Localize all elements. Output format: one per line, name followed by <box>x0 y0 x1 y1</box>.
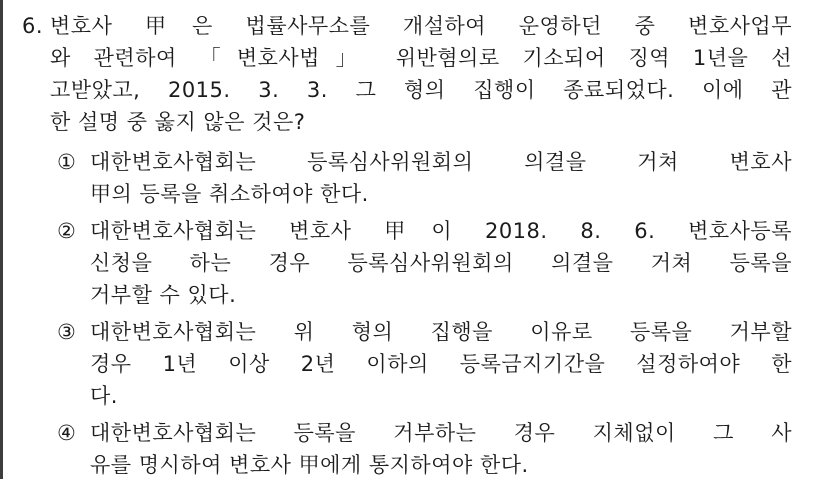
option-line: 다. <box>90 384 118 408</box>
question-text <box>50 10 792 138</box>
option-marker-3: ③ <box>57 320 76 344</box>
option-line: 신청을 하는 경우 등록심사위원회의 의결을 거쳐 등록을 <box>90 251 792 275</box>
option-text-2 <box>90 215 792 311</box>
question-number: 6. <box>22 14 44 38</box>
option-line: 유를 명시하여 변호사 甲에게 통지하여야 한다. <box>90 453 529 477</box>
option-marker-1: ① <box>57 150 76 174</box>
option-text-4 <box>90 417 792 479</box>
option-line: 대한변호사협회는 위 형의 집행을 이유로 등록을 거부할 <box>90 320 792 344</box>
option-item-1 <box>22 146 792 210</box>
option-marker-4: ④ <box>57 421 76 445</box>
option-text-3 <box>90 316 792 412</box>
question-line: 와 관련하여 「변호사법」 위반혐의로 기소되어 징역 1년을 선 <box>50 46 792 70</box>
question-line: 변호사 甲은 법률사무소를 개설하여 운영하던 중 변호사업무 <box>50 14 792 38</box>
option-item-3 <box>22 316 792 412</box>
option-line: 대한변호사협회는 변호사 甲이 2018. 8. 6. 변호사등록 <box>90 219 792 243</box>
option-item-4 <box>22 417 792 479</box>
question-line: 고받았고, 2015. 3. 3. 그 형의 집행이 종료되었다. 이에 관 <box>50 78 793 102</box>
option-text-1 <box>90 146 792 210</box>
question-stem <box>22 10 792 138</box>
option-line: 경우 1년 이상 2년 이하의 등록금지기간을 설정하여야 한 <box>90 352 792 376</box>
option-line: 거부할 수 있다. <box>90 283 237 307</box>
option-marker-2: ② <box>57 219 76 243</box>
option-line: 대한변호사협회는 등록심사위원회의 의결을 거쳐 변호사 <box>90 150 792 174</box>
option-item-2 <box>22 215 792 311</box>
option-line: 甲의 등록을 취소하여야 한다. <box>90 182 369 206</box>
option-line: 대한변호사협회는 등록을 거부하는 경우 지체없이 그 사 <box>90 421 792 445</box>
question-line: 한 설명 중 옳지 않은 것은? <box>50 110 306 134</box>
